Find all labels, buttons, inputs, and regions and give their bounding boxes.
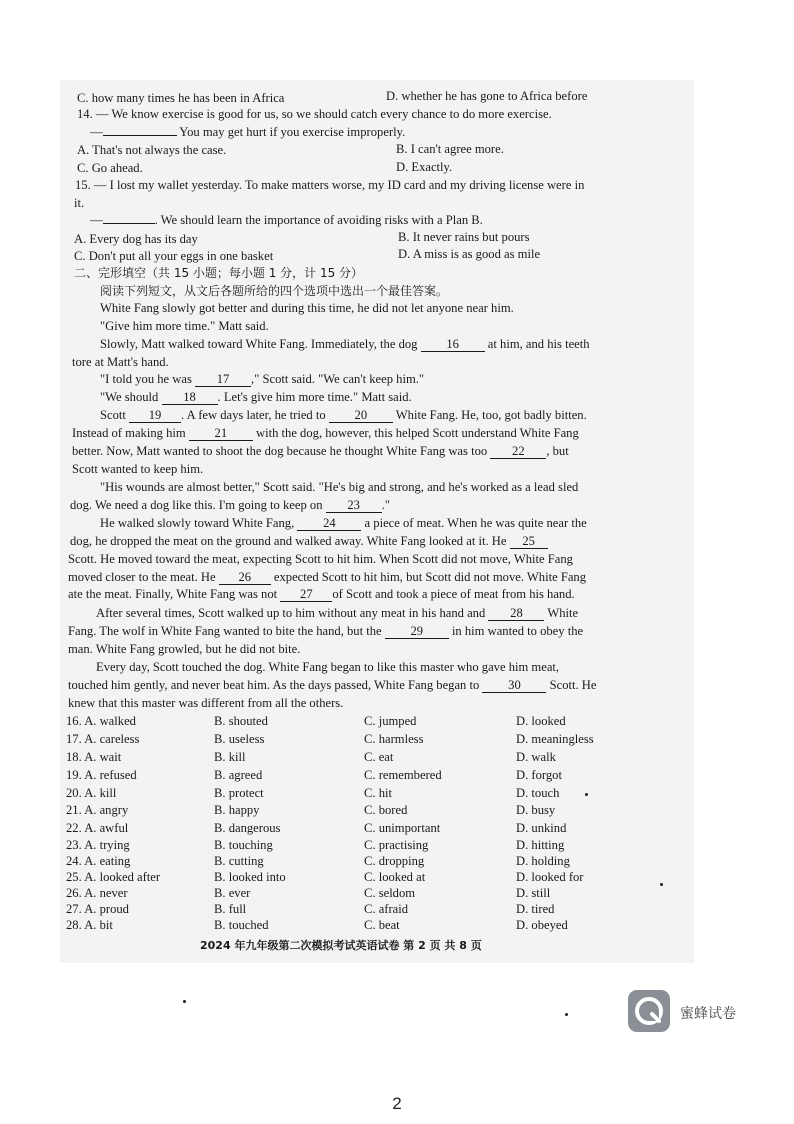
blank-23[interactable]: 23 [326,499,382,513]
passage-line [100,407,587,423]
option-d[interactable]: D. obeyed [516,918,568,932]
passage-line [68,623,583,639]
passage-line: "Give him more time." Matt said. [100,319,269,333]
option-d[interactable]: D. still [516,886,551,900]
passage-line: man. White Fang growled, but he did not bite. [68,642,301,656]
option-b[interactable]: B. touching [214,838,273,852]
option-c[interactable]: C. jumped [364,714,417,728]
option-b[interactable]: B. touched [214,918,269,932]
passage-line [68,569,586,585]
option-b[interactable]: B. protect [214,786,264,800]
option-b[interactable]: B. kill [214,750,246,764]
passage-text: , but [546,444,569,458]
option-b[interactable]: B. cutting [214,854,264,868]
blank-25[interactable]: 25 [510,535,548,549]
option-c[interactable]: C. looked at [364,870,426,884]
passage-line [100,336,590,352]
option-c[interactable]: C. harmless [364,732,424,746]
watermark-logo-icon [628,990,670,1032]
blank-21[interactable]: 21 [189,427,253,441]
blank-16[interactable]: 16 [421,338,485,352]
passage-text: moved closer to the meat. He [68,570,216,584]
option-a[interactable]: 25. A. looked after [66,870,161,884]
passage-text: Scott. He [549,678,597,692]
section2-title: 二、完形填空（共 15 小题；每小题 1 分，计 15 分） [74,266,364,280]
option-d[interactable]: D. meaningless [516,732,594,746]
passage-line: Scott wanted to keep him. [72,462,204,476]
blank-26[interactable]: 26 [219,571,271,585]
q14-reply [90,124,405,140]
scan-speck [183,1000,186,1003]
passage-line [72,443,569,459]
option-a[interactable]: 16. A. walked [66,714,136,728]
scan-speck [585,793,588,796]
option-d[interactable]: D. looked for [516,870,584,884]
blank-17[interactable]: 17 [195,373,251,387]
option-a[interactable]: 17. A. careless [66,732,140,746]
passage-line [100,371,424,387]
q14-stem: 14. — We know exercise is good for us, so we should catch every chance to do more exercise. [77,107,552,121]
passage-text: He walked slowly toward White Fang, [100,516,295,530]
passage-text: Slowly, Matt walked toward White Fang. Immediately, the dog [100,337,418,351]
passage-text: "I told you he was [100,372,192,386]
q13-option-d: D. whether he has gone to Africa before [386,89,588,103]
passage-line [96,605,578,621]
option-a[interactable]: 28. A. bit [66,918,113,932]
option-d[interactable]: D. looked [516,714,566,728]
q14-answer-blank[interactable] [103,135,177,136]
q14-reply-dash: — [90,125,103,139]
blank-28[interactable]: 28 [488,607,544,621]
passage-text: Instead of making him [72,426,186,440]
watermark-text: 蜜蜂试卷 [680,1006,736,1022]
option-a[interactable]: 19. A. refused [66,768,137,782]
option-c[interactable]: C. remembered [364,768,442,782]
option-c[interactable]: C. practising [364,838,429,852]
option-c[interactable]: C. dropping [364,854,425,868]
q14-option-d: D. Exactly. [396,160,453,174]
option-c[interactable]: C. eat [364,750,394,764]
option-d[interactable]: D. holding [516,854,570,868]
blank-18[interactable]: 18 [162,391,218,405]
passage-line: "His wounds are almost better," Scott said. "He's big and strong, and he's worked as a lead sled [100,480,579,494]
passage-text: of Scott and took a piece of meat from his hand. [332,587,575,601]
option-c[interactable]: C. beat [364,918,400,932]
option-a[interactable]: 23. A. trying [66,838,130,852]
passage-text: at him, and his teeth [487,337,590,351]
passage-line: knew that this master was different from all the others. [68,696,344,710]
option-c[interactable]: C. bored [364,803,408,817]
q15-stem-line2: it. [74,196,85,210]
passage-text: ," Scott said. "We can't keep him." [251,372,425,386]
option-a[interactable]: 21. A. angry [66,803,129,817]
q15-reply-text: . We should learn the importance of avoiding risks with a Plan B. [154,213,483,227]
option-d[interactable]: D. walk [516,750,556,764]
blank-29[interactable]: 29 [385,625,449,639]
option-d[interactable]: D. forgot [516,768,562,782]
passage-text: touched him gently, and never beat him. As the days passed, White Fang began to [68,678,480,692]
blank-20[interactable]: 20 [329,409,393,423]
passage-text: a piece of meat. When he was quite near the [364,516,587,530]
option-d[interactable]: D. unkind [516,821,567,835]
blank-19[interactable]: 19 [129,409,181,423]
option-b[interactable]: B. shouted [214,714,268,728]
q15-option-d: D. A miss is as good as mile [398,247,541,261]
option-a[interactable]: 20. A. kill [66,786,117,800]
passage-text: Scott [100,408,126,422]
q15-stem-line1: 15. — I lost my wallet yesterday. To make matters worse, my ID card and my driving license were in [75,178,585,192]
section2-instruction: 阅读下列短文，从文后各题所给的四个选项中选出一个最佳答案。 [100,284,449,298]
option-a[interactable]: 18. A. wait [66,750,122,764]
blank-27[interactable]: 27 [280,588,332,602]
page-number: 2 [392,1094,402,1113]
q13-option-c: C. how many times he has been in Africa [77,91,285,105]
option-a[interactable]: 27. A. proud [66,902,129,916]
passage-text: White Fang. He, too, got badly bitten. [395,408,587,422]
passage-text: White [547,606,579,620]
passage-line [100,515,587,531]
q15-option-b: B. It never rains but pours [398,230,530,244]
passage-line: White Fang slowly got better and during this time, he did not let anyone near him. [100,301,514,315]
q15-reply-dash: — [90,213,103,227]
q15-reply [90,212,483,228]
scan-speck [660,883,663,886]
passage-text: "We should [100,390,159,404]
blank-30[interactable]: 30 [482,679,546,693]
blank-24[interactable]: 24 [297,517,361,531]
option-a[interactable]: 24. A. eating [66,854,131,868]
passage-text: dog. We need a dog like this. I'm going to keep on [70,498,323,512]
page-footer: 2024 年九年级第二次模拟考试英语试卷 第 2 页 共 8 页 [200,939,482,952]
option-d[interactable]: D. tired [516,902,555,916]
q14-reply-text: You may get hurt if you exercise improperly. [179,125,406,139]
passage-line [70,533,548,549]
passage-line [68,586,575,602]
passage-text: Fang. The wolf in White Fang wanted to bite the hand, but the [68,624,382,638]
option-b[interactable]: B. ever [214,886,251,900]
blank-22[interactable]: 22 [490,445,546,459]
option-c[interactable]: C. afraid [364,902,409,916]
option-b[interactable]: B. agreed [214,768,263,782]
q15-option-c: C. Don't put all your eggs in one basket [74,249,274,263]
passage-text: After several times, Scott walked up to him without any meat in his hand and [96,606,486,620]
passage-text: ate the meat. Finally, White Fang was not [68,587,278,601]
option-b[interactable]: B. happy [214,803,260,817]
option-b[interactable]: B. useless [214,732,265,746]
passage-line: tore at Matt's hand. [72,355,169,369]
option-d[interactable]: D. hitting [516,838,565,852]
passage-text: expected Scott to hit him, but Scott did not move. White Fang [273,570,587,584]
option-b[interactable]: B. dangerous [214,821,281,835]
option-d[interactable]: D. busy [516,803,556,817]
passage-line [68,677,597,693]
option-a[interactable]: 26. A. never [66,886,128,900]
scan-speck [565,1013,568,1016]
q15-answer-blank[interactable] [103,223,155,224]
passage-line: Scott. He moved toward the meat, expecting Scott to hit him. When Scott did not move, White Fang [68,552,573,566]
passage-line: Every day, Scott touched the dog. White Fang began to like this master who gave him meat, [96,660,560,674]
q14-option-c: C. Go ahead. [77,161,143,175]
passage-text: dog, he dropped the meat on the ground and walked away. White Fang looked at it. He [70,534,507,548]
option-b[interactable]: B. looked into [214,870,286,884]
option-c[interactable]: C. seldom [364,886,416,900]
passage-line [100,389,412,405]
q14-option-b: B. I can't agree more. [396,142,504,156]
passage-text: in him wanted to obey the [451,624,584,638]
passage-text: ." [381,498,390,512]
passage-text: better. Now, Matt wanted to shoot the dog because he thought White Fang was too [72,444,488,458]
q14-option-a: A. That's not always the case. [77,143,227,157]
passage-text: . A few days later, he tried to [181,408,326,422]
passage-text: . Let's give him more time." Matt said. [217,390,412,404]
passage-line [70,497,390,513]
option-d[interactable]: D. touch [516,786,560,800]
option-c[interactable]: C. unimportant [364,821,441,835]
passage-line [72,425,579,441]
q15-option-a: A. Every dog has its day [74,232,198,246]
passage-text: with the dog, however, this helped Scott understand White Fang [255,426,579,440]
option-a[interactable]: 22. A. awful [66,821,129,835]
option-c[interactable]: C. hit [364,786,392,800]
option-b[interactable]: B. full [214,902,247,916]
